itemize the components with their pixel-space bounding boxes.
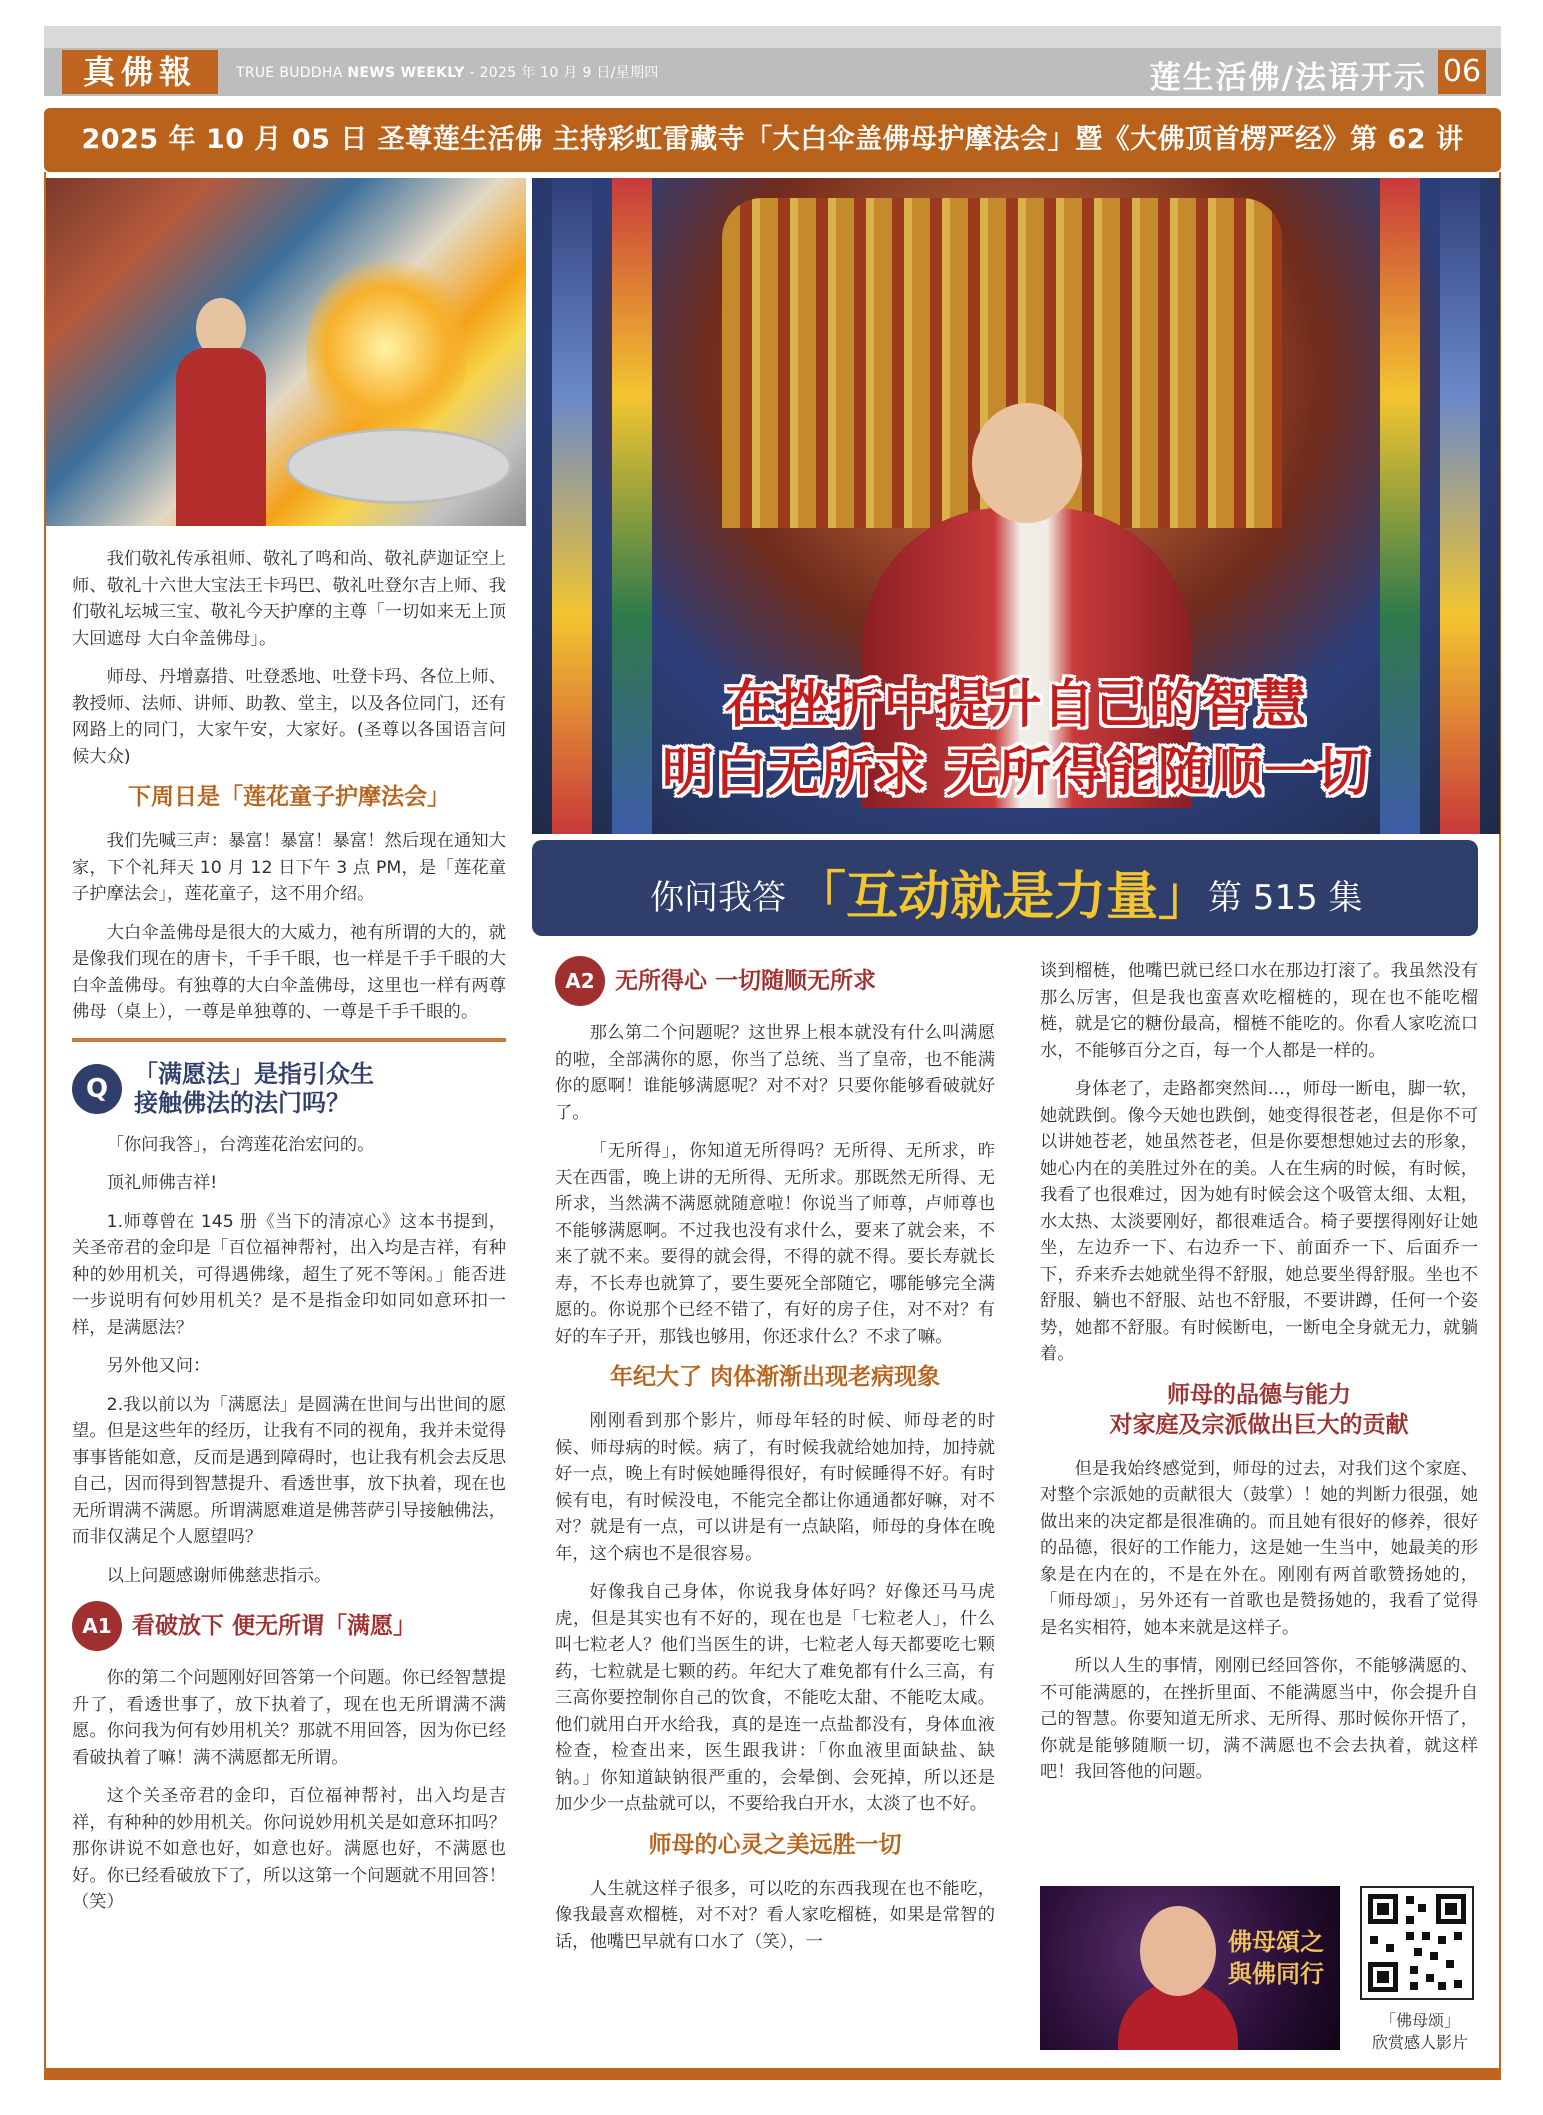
fire-ceremony-photo	[46, 178, 526, 526]
paragraph: 「无所得」，你知道无所得吗？无所得、无所求，昨天在西雷，晚上讲的无所得、无所求。那既然无所得、无所求，当然满不满愿就随意啦！你说当了师尊，卢师尊也不能够满愿啊。不过我也没有求什么，要来了就会来，不来了就不来。要得的就会得，不得的就不得。要长寿就长寿，不长寿也就算了，要生要死全部随它，哪能够完全满愿的。你说那个已经不错了，有好的房子住，对不对？有好的车子开，那钱也够用，你还求什么？不求了嘛。	[555, 1141, 995, 1347]
question-heading	[72, 1060, 506, 1118]
overlay-line-1: 在挫折中提升自己的智慧	[724, 674, 1308, 735]
question-title	[134, 1060, 374, 1118]
answer-1-title: 看破放下 便无所谓「满愿」	[132, 1612, 417, 1639]
video-thumbnail[interactable]	[1040, 1886, 1340, 2050]
answer-2-badge: A2	[555, 956, 605, 1006]
divider	[72, 1038, 506, 1042]
qr-code-graphic	[1362, 1888, 1472, 1998]
fire-altar	[286, 428, 512, 504]
paragraph: 另外他又问：	[106, 1356, 211, 1376]
top-band	[44, 26, 1501, 48]
master-photo	[532, 178, 1500, 834]
subheading-virtue-line-2: 对家庭及宗派做出巨大的贡献	[1109, 1411, 1409, 1438]
paragraph: 2.我以前以为「满愿法」是圆满在世间与出世间的愿望。但是这些年的经历，让我有不同的视角，我并未觉得事事皆能如意，反而是遇到障碍时，也让我有机会去反思自己，因而得到智慧提升、看透世事，放下执着，现在也无所谓满不满愿。所谓满愿难道是佛菩萨引导接触佛法，而非仅满足个人愿望吗？	[72, 1394, 506, 1547]
paragraph: 以上问题感谢师佛慈悲指示。	[106, 1565, 332, 1586]
paragraph: 所以人生的事情，刚刚已经回答你，不能够满愿的、不可能满愿的，在挫折里面、不能满愿当中，你会提升自己的智慧。你要知道无所求、无所得、那时候你开悟了，你就是能够随顺一切，满不满愿也不会去执着，就这样吧！我回答他的问题。	[1040, 1656, 1478, 1782]
subheading-aging: 年纪大了 肉体渐渐出现老病现象	[609, 1364, 940, 1390]
paragraph: 身体老了，走路都突然间…，师母一断电，脚一软，她就跌倒。像今天她也跌倒，她变得很苍老，但是你不可以讲她苍老，她虽然苍老，但是你要想想她过去的形象，她心内在的美胜过外在的美。人在生病的时候，有时候，我看了也很难过，因为她有时候会这个吸管太细、太粗，水太热、太淡要刚好，都很难适合。椅子要摆得刚好让她坐，左边乔一下、右边乔一下、前面乔一下、后面乔一下，乔来乔去她就坐得不舒服，她总要坐得舒服。坐也不舒服、躺也不舒服、站也不舒服，不要讲蹲，任何一个姿势，她都不舒服。有时候断电，一断电全身就无力，就躺着。	[1040, 1079, 1478, 1364]
qa-title: 「互动就是力量」	[794, 866, 1211, 927]
answer-2-title: 无所得心 一切随顺无所求	[615, 967, 877, 994]
subheading-lotus-puja: 下周日是「莲花童子护摩法会」	[128, 784, 450, 810]
qa-banner	[532, 840, 1478, 936]
newspaper-logo: 真佛報	[62, 50, 218, 94]
section-title: 莲生活佛/法语开示	[1149, 60, 1427, 96]
paragraph: 你的第二个问题刚好回答第一个问题。你已经智慧提升了，看透世事了，放下执着了，现在也无所谓满不满愿。你问我为何有妙用机关？那就不用回答，因为你已经看破执着了嘛！满不满愿都无所谓。	[72, 1668, 506, 1768]
article-title: 2025 年 10 月 05 日 圣尊莲生活佛 主持彩虹雷藏寺「大白伞盖佛母护摩法会」暨《大佛顶首楞严经》第 62 讲	[44, 108, 1501, 172]
paragraph: 这个关圣帝君的金印，百位福神帮衬，出入均是吉祥，有种种的妙用机关。你问说妙用机关是如意环扣吗？那你讲说不如意也好，如意也好。满愿也好，不满愿也好。你已经看破放下了，所以这第一个问题就不用回答！（笑）	[72, 1786, 506, 1912]
answer-1-badge: A1	[72, 1601, 122, 1651]
answer-2-heading	[555, 956, 995, 1006]
paragraph: 师母、丹增嘉措、吐登悉地、吐登卡玛、各位上师、教授师、法师、讲师、助教、堂主，以及各位同门，还有网路上的同门，大家午安，大家好。(圣尊以各国语言问候大众)	[72, 667, 506, 767]
header-date: - 2025 年 10 月 9 日/星期四	[464, 65, 659, 81]
paragraph: 人生就这样子很多，可以吃的东西我现在也不能吃，像我最喜欢榴梿，对不对？看人家吃榴梿，如果是常智的话，他嘴巴早就有口水了（笑），一	[555, 1878, 995, 1952]
qr-caption	[1350, 2010, 1490, 2054]
qa-episode: 第 515 集	[1208, 878, 1363, 918]
question-title-line-2: 接触佛法的法门吗？	[134, 1088, 350, 1117]
question-title-line-1: 「满愿法」是指引众生	[134, 1059, 374, 1088]
column-1	[72, 546, 506, 1928]
qr-caption-line-1: 「佛母颂」	[1379, 2011, 1460, 2030]
paragraph: 「你问我答」，台湾莲花治宏问的。	[106, 1134, 375, 1155]
page-number: 06	[1438, 50, 1486, 94]
subheading-virtue-line-1: 师母的品德与能力	[1167, 1381, 1351, 1408]
bottom-bar	[44, 2068, 1501, 2080]
paragraph: 那么第二个问题呢？这世界上根本就没有什么叫满愿的啦，全部满你的愿，你当了总统、当了皇帝，也不能满你的愿啊！谁能够满愿呢？对不对？只要你能够看破就好了。	[555, 1023, 995, 1123]
answer-1-heading	[72, 1601, 506, 1651]
subheading-virtue	[1040, 1380, 1478, 1440]
fire-flame	[306, 258, 466, 438]
video-figure-face	[1140, 1906, 1216, 1996]
qa-label: 你问我答	[650, 878, 786, 918]
paragraph: 1.师尊曾在 145 册《当下的清凉心》这本书提到，关圣帝君的金印是「百位福神帮衬，出入均是吉祥，有种种的妙用机关，可得遇佛缘，超生了死不等闲。」能否进一步说明有何妙用机关？是不是指金印如同如意环扣一样，是满愿法？	[72, 1211, 506, 1338]
header-subtitle-bold: NEWS WEEKLY	[347, 65, 465, 81]
qr-code-icon[interactable]	[1360, 1886, 1474, 2000]
header-subtitle	[236, 62, 659, 82]
master-figure-head	[972, 403, 1082, 523]
header-subtitle-prefix: TRUE BUDDHA	[236, 65, 343, 81]
paragraph: 好像我自己身体，你说我身体好吗？好像还马马虎虎，但是其实也有不好的，现在也是「七粒老人」，什么叫七粒老人？他们当医生的讲，七粒老人每天都要吃七颗药，七粒就是七颗的药。年纪大了难免都有什么三高，有三高你要控制你自己的饮食，不能吃太甜、不能吃太咸。他们就用白开水给我，真的是连一点盐都没有，身体血液检查，检查出来，医生跟我讲：「你血液里面缺盐、缺钠。」你知道缺钠很严重的，会晕倒、会死掉，所以还是加少少一点盐就可以，不要给我白开水，太淡了也不好。	[555, 1582, 995, 1814]
paragraph: 但是我始终感觉到，师母的过去，对我们这个家庭、对整个宗派她的贡献很大（鼓掌）！她的判断力很强，她做出来的决定都是很准确的。而且她有很好的修养，很好的品德，很好的工作能力，这是她一生当中，她最美的形象是在内在的，不是在外在。刚刚有两首歌赞扬她的，「师母颂」，另外还有一首歌也是赞扬她的，我看了觉得是名实相符，她本来就是这样子。	[1040, 1458, 1478, 1638]
paragraph: 刚刚看到那个影片，师母年轻的时候、师母老的时候、师母病的时候。病了，有时候我就给她加持，加持就好一点，晚上有时候她睡得很好，有时候睡得不好。有时候有电，有时候没电，不能完全都让你通通都好嘛，对不对？就是有一点，可以讲是有一点缺陷，师母的身体在晚年，这个病也不是很容易。	[555, 1411, 995, 1564]
subheading-inner-beauty: 师母的心灵之美远胜一切	[648, 1831, 902, 1858]
column-3	[1040, 958, 1478, 1798]
paragraph: 我们先喊三声：暴富！暴富！暴富！然后现在通知大家，下个礼拜天 10 月 12 日下午 3 点 PM，是「莲花童子护摩法会」，莲花童子，这不用介绍。	[72, 831, 506, 904]
paragraph: 大白伞盖佛母是很大的大威力，祂有所谓的大的，就是像我们现在的唐卡，千手千眼，也一样是千手千眼的大白伞盖佛母。有独尊的大白伞盖佛母，这里也一样有两尊佛母（桌上），一尊是单独尊的、一尊是千手千眼的。	[72, 922, 506, 1022]
overlay-line-2: 明白无所求 无所得能随顺一切	[661, 742, 1371, 803]
paragraph: 谈到榴梿，他嘴巴就已经口水在那边打滚了。我虽然没有那么厉害，但是我也蛮喜欢吃榴梿的，现在也不能吃榴梿，就是它的糖份最高，榴梿不能吃的。你看人家吃流口水，不能够百分之百，每一个人都是一样的。	[1040, 961, 1478, 1061]
question-badge: Q	[72, 1064, 122, 1114]
qr-caption-line-2: 欣赏感人影片	[1371, 2033, 1468, 2052]
column-2	[555, 967, 995, 1967]
paragraph: 顶礼师佛吉祥!	[106, 1173, 218, 1193]
video-caption: 佛母頌之與佛同行	[1228, 1927, 1324, 1988]
photo-figure-robe	[176, 348, 266, 526]
paragraph: 我们敬礼传承祖师、敬礼了鸣和尚、敬礼萨迦证空上师、敬礼十六世大宝法王卡玛巴、敬礼吐登尔吉上师、我们敬礼坛城三宝、敬礼今天护摩的主尊「一切如来无上顶 大回遮母 大白伞盖佛母」。	[72, 549, 506, 649]
